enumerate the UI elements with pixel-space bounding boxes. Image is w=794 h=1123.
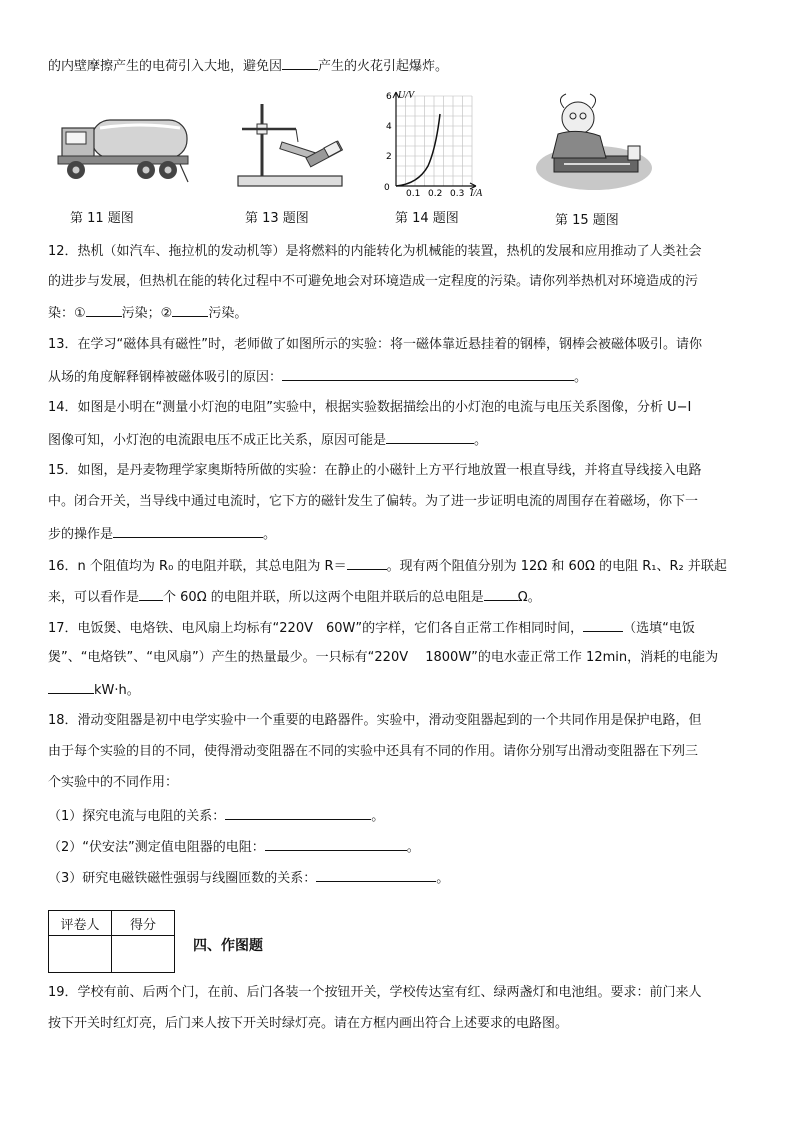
q10-tail bbox=[48, 55, 448, 77]
score-cell[interactable] bbox=[112, 936, 175, 973]
q18-line1: 18．滑动变阻器是初中电学实验中一个重要的电路器件。实验中，滑动变阻器起到的一个共同作用是保护电路，但 bbox=[48, 713, 702, 728]
answer-blank[interactable] bbox=[583, 617, 623, 632]
q19-line2: 按下开关时红灯亮，后门来人按下开关时绿灯亮。请在方框内画出符合上述要求的电路图。 bbox=[48, 1016, 569, 1031]
q15-line3 bbox=[48, 523, 276, 545]
text: 17．电饭煲、电烙铁、电风扇上均标有“220V 60W”的字样，它们各自正常工作相同时间， bbox=[48, 621, 584, 636]
x-tick: 0.2 bbox=[428, 189, 443, 198]
q16-line2 bbox=[48, 586, 541, 608]
text: kW·h。 bbox=[94, 683, 140, 698]
text: （3）研究电磁铁磁性强弱与线圈匝数的关系： bbox=[48, 871, 317, 886]
text: 染：① bbox=[48, 306, 86, 321]
text: 步的操作是 bbox=[48, 527, 114, 542]
text: 。 bbox=[371, 809, 385, 824]
text: 16．n 个阻值均为 R₀ 的电阻并联，其总电阻为 R＝ bbox=[48, 559, 347, 574]
text: 个 60Ω 的电阻并联，所以这两个电阻并联后的总电阻是 bbox=[163, 590, 484, 605]
section-title: 四、作图题 bbox=[193, 938, 263, 954]
y-axis-label: U/V bbox=[398, 90, 415, 101]
text: Ω。 bbox=[517, 590, 541, 605]
text: 产生的火花引起爆炸。 bbox=[318, 59, 449, 74]
text: 污染。 bbox=[208, 306, 248, 321]
text: 来，可以看作是 bbox=[48, 590, 140, 605]
q18-line3: 个实验中的不同作用： bbox=[48, 775, 179, 790]
q17-line1 bbox=[48, 617, 695, 639]
text: 图像可知，小灯泡的电流跟电压不成正比关系，原因可能是 bbox=[48, 433, 387, 448]
answer-blank[interactable] bbox=[48, 679, 94, 694]
q18-sub3 bbox=[48, 867, 449, 889]
oersted-figure bbox=[534, 90, 658, 194]
answer-blank[interactable] bbox=[86, 302, 122, 317]
answer-blank[interactable] bbox=[386, 429, 474, 444]
score-table bbox=[48, 910, 175, 973]
x-tick: 0.3 bbox=[450, 189, 465, 198]
answer-blank[interactable] bbox=[282, 366, 574, 381]
caption-fig11: 第 11 题图 bbox=[70, 211, 134, 226]
tanker-truck-figure bbox=[52, 108, 192, 188]
u-i-graph-figure bbox=[378, 86, 486, 198]
answer-blank[interactable] bbox=[484, 586, 518, 601]
text: 。 bbox=[406, 840, 420, 855]
text: （2）“伏安法”测定值电阻器的电阻： bbox=[48, 840, 265, 855]
answer-blank[interactable] bbox=[265, 836, 407, 851]
q12-line1: 12．热机（如汽车、拖拉机的发动机等）是将燃料的内能转化为机械能的装置，热机的发展和应用推动了人类社会 bbox=[48, 244, 702, 259]
text: 。现有两个阻值分别为 12Ω 和 60Ω 的电阻 R₁、R₂ 并联起 bbox=[386, 559, 727, 574]
text: 的内壁摩擦产生的电荷引入大地，避免因 bbox=[48, 59, 283, 74]
q13-line2 bbox=[48, 366, 587, 388]
text: 。 bbox=[474, 433, 488, 448]
q15-line2: 中。闭合开关，当导线中通过电流时，它下方的磁针发生了偏转。为了进一步证明电流的周围存在着磁场，你下一 bbox=[48, 494, 699, 509]
answer-blank[interactable] bbox=[347, 555, 387, 570]
score-header-grader: 评卷人 bbox=[49, 911, 112, 936]
text: 。 bbox=[263, 527, 277, 542]
y-tick: 0 bbox=[384, 183, 390, 193]
q14-line2 bbox=[48, 429, 487, 451]
q16-line1 bbox=[48, 555, 727, 577]
y-tick: 6 bbox=[386, 92, 392, 102]
caption-fig13: 第 13 题图 bbox=[245, 211, 309, 226]
magnet-stand-figure bbox=[232, 100, 352, 192]
text: 。 bbox=[574, 370, 588, 385]
q12-line3 bbox=[48, 302, 247, 324]
caption-fig15: 第 15 题图 bbox=[555, 213, 619, 228]
text: 。 bbox=[436, 871, 450, 886]
grader-cell[interactable] bbox=[49, 936, 112, 973]
q18-sub2 bbox=[48, 836, 420, 858]
q17-line3 bbox=[48, 679, 140, 701]
answer-blank[interactable] bbox=[282, 55, 318, 70]
text: 污染；② bbox=[121, 306, 173, 321]
y-tick: 2 bbox=[386, 152, 392, 162]
answer-blank[interactable] bbox=[172, 302, 208, 317]
q18-sub1 bbox=[48, 805, 384, 827]
q12-line2: 的进步与发展，但热机在能的转化过程中不可避免地会对环境造成一定程度的污染。请你列举热机对环境造成的污 bbox=[48, 274, 699, 289]
q17-line2: 煲”、“电烙铁”、“电风扇”）产生的热量最少。一只标有“220V 1800W”的电水壶正常工作 12min，消耗的电能为 bbox=[48, 650, 719, 665]
q19-line1: 19．学校有前、后两个门，在前、后门各装一个按钮开关，学校传达室有红、绿两盏灯和电池组。要求：前门来人 bbox=[48, 985, 702, 1000]
text: （选填“电饭 bbox=[623, 621, 695, 636]
q14-line1: 14．如图是小明在“测量小灯泡的电阻”实验中，根据实验数据描绘出的小灯泡的电流与电压关系图像，分析 U−I bbox=[48, 400, 692, 415]
answer-blank[interactable] bbox=[113, 523, 263, 538]
x-axis-label: I/A bbox=[470, 188, 483, 198]
answer-blank[interactable] bbox=[139, 586, 163, 601]
q18-line2: 由于每个实验的目的不同，使得滑动变阻器在不同的实验中还具有不同的作用。请你分别写出滑动变阻器在下列三 bbox=[48, 744, 699, 759]
q15-line1: 15．如图，是丹麦物理学家奥斯特所做的实验：在静止的小磁针上方平行地放置一根直导线，并将直导线接入电路 bbox=[48, 463, 702, 478]
score-header-score: 得分 bbox=[112, 911, 175, 936]
y-tick: 4 bbox=[386, 122, 392, 132]
x-tick: 0.1 bbox=[406, 189, 421, 198]
text: 从场的角度解释钢棒被磁体吸引的原因： bbox=[48, 370, 283, 385]
q13-line1: 13．在学习“磁体具有磁性”时，老师做了如图所示的实验：将一磁体靠近悬挂着的钢棒，钢棒会被磁体吸引。请你 bbox=[48, 337, 703, 352]
answer-blank[interactable] bbox=[316, 867, 436, 882]
caption-fig14: 第 14 题图 bbox=[395, 211, 459, 226]
text: （1）探究电流与电阻的关系： bbox=[48, 809, 226, 824]
answer-blank[interactable] bbox=[225, 805, 371, 820]
